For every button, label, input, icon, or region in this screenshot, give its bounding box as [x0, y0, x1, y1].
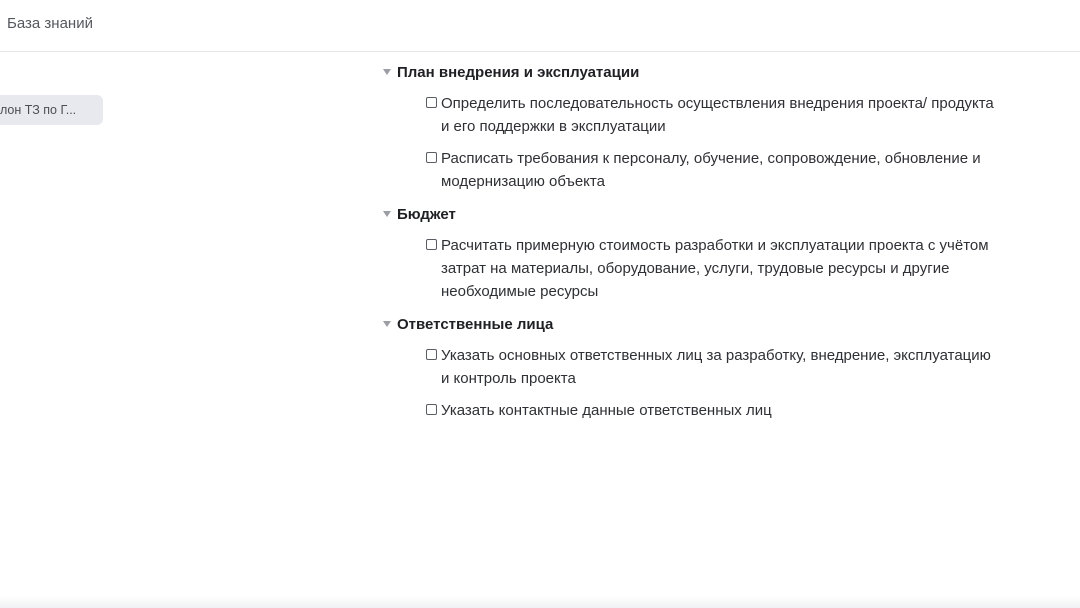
section-heading[interactable] [382, 312, 1022, 336]
section-heading[interactable] [382, 202, 1022, 226]
task-checkbox[interactable] [426, 404, 437, 415]
task-text: Расчитать примерную стоимость разработки и эксплуатации проекта с учётом затрат на материалы, оборудование, услуги, трудовые ресурсы и другие необходимые ресурсы [441, 237, 989, 300]
section-responsible-persons [382, 312, 1022, 422]
bottom-shadow [0, 596, 1080, 608]
task-item [382, 344, 1022, 390]
task-text: Указать основных ответственных лиц за разработку, внедрение, эксплуатацию и контроль проекта [441, 347, 991, 387]
task-text: Определить последовательность осуществления внедрения проекта/ продукта и его поддержки в эксплуатации [441, 95, 994, 135]
section-budget [382, 202, 1022, 303]
breadcrumb-knowledge-base[interactable]: База знаний [7, 15, 93, 32]
task-item [382, 234, 1022, 303]
section-title: Бюджет [397, 205, 456, 223]
section-heading[interactable] [382, 60, 1022, 84]
task-item [382, 399, 1022, 422]
task-checkbox[interactable] [426, 239, 437, 250]
task-text: Указать контактные данные ответственных лиц [441, 402, 772, 419]
collapse-triangle-icon[interactable] [383, 211, 391, 217]
task-checkbox[interactable] [426, 349, 437, 360]
sidebar-document-chip[interactable]: лон ТЗ по Г... [0, 95, 103, 125]
top-bar [0, 0, 1080, 52]
section-implementation-plan [382, 60, 1022, 193]
task-item [382, 147, 1022, 193]
section-title: План внедрения и эксплуатации [397, 63, 640, 81]
task-item [382, 92, 1022, 138]
collapse-triangle-icon[interactable] [383, 321, 391, 327]
collapse-triangle-icon[interactable] [383, 69, 391, 75]
task-checkbox[interactable] [426, 152, 437, 163]
task-text: Расписать требования к персоналу, обучение, сопровождение, обновление и модернизацию объекта [441, 150, 981, 190]
task-checkbox[interactable] [426, 97, 437, 108]
section-title: Ответственные лица [397, 315, 554, 333]
document-body [382, 60, 1022, 431]
